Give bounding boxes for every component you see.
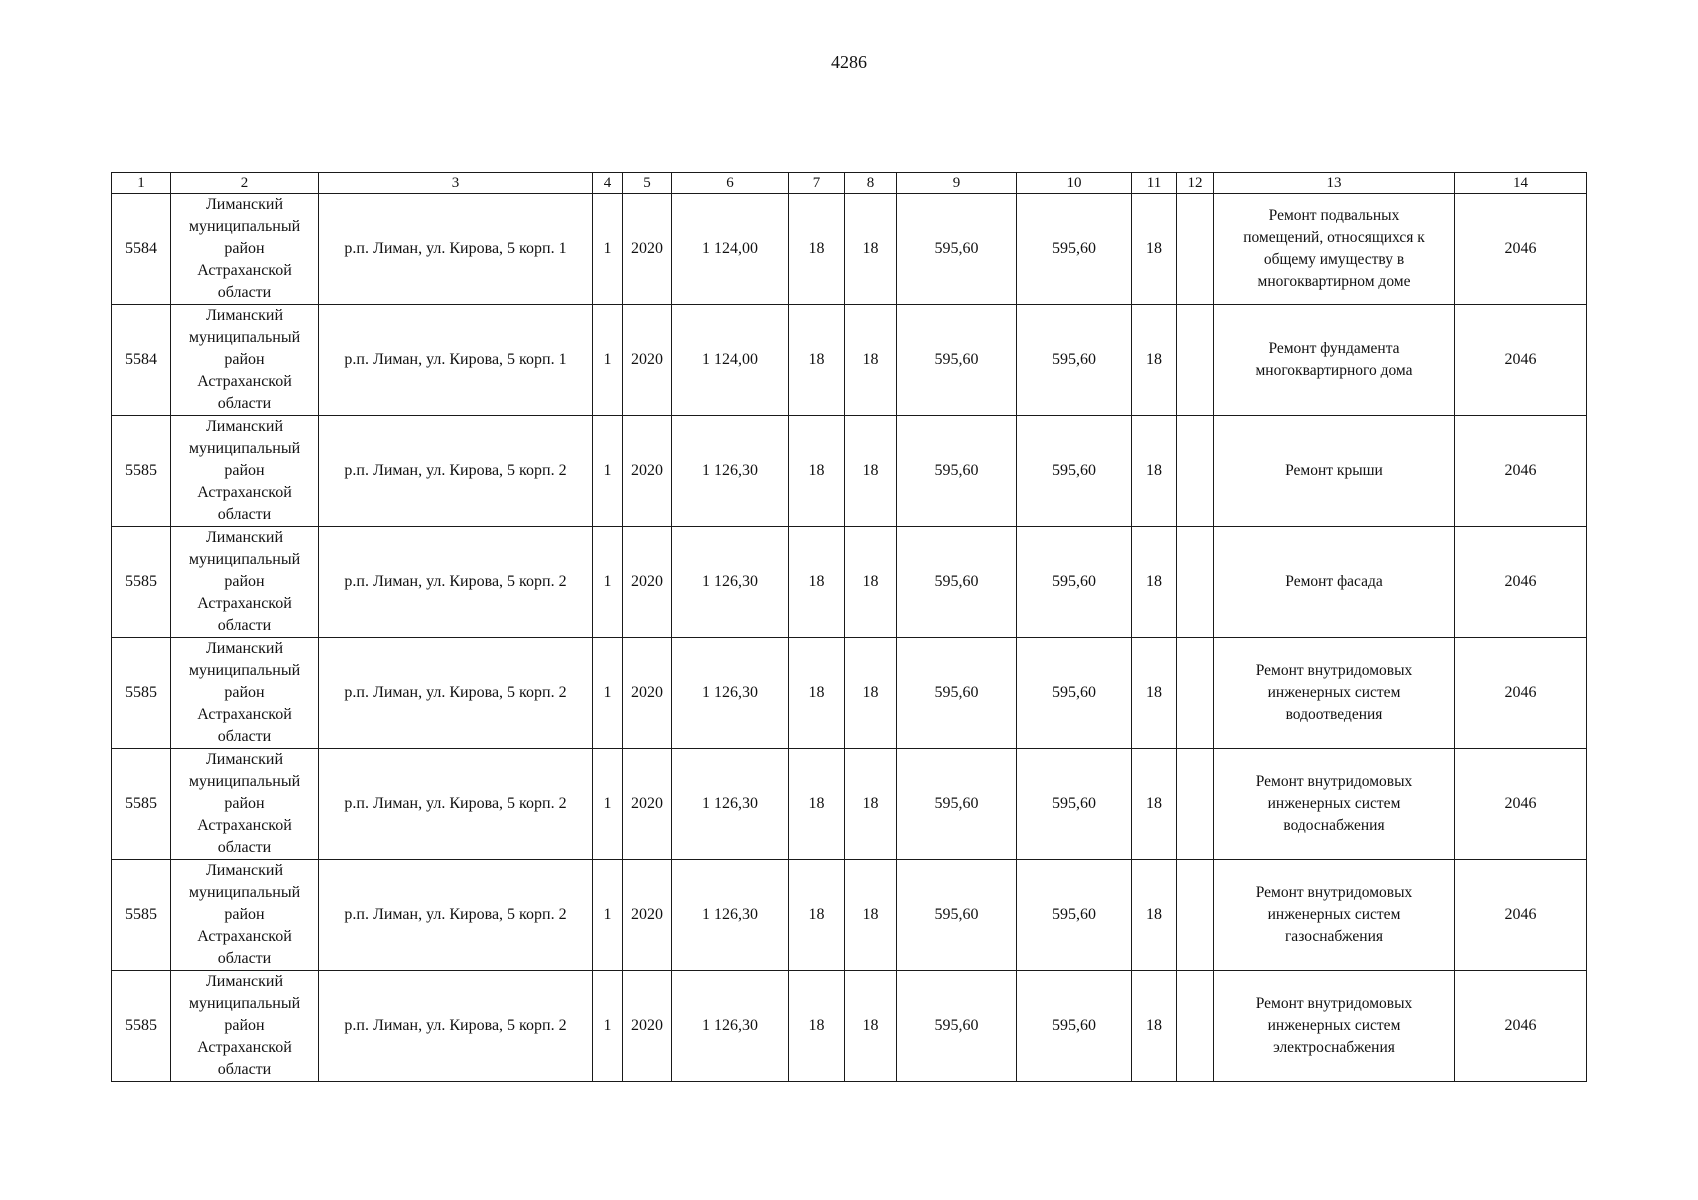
district-line: Лиманский — [205, 307, 284, 324]
district-line: муниципальный — [188, 662, 301, 679]
year-cell: 2020 — [623, 416, 672, 527]
col11-cell: 18 — [1132, 749, 1177, 860]
col9-value-cell: 595,60 — [897, 416, 1017, 527]
column-number-10: 10 — [1017, 173, 1132, 194]
planned-year-cell: 2046 — [1455, 305, 1587, 416]
district-line: Астраханской — [197, 373, 292, 390]
col9-value-cell: 595,60 — [897, 194, 1017, 305]
district-line: Лиманский — [205, 973, 284, 990]
column-number-14: 14 — [1455, 173, 1587, 194]
district-cell — [171, 860, 319, 971]
col7-cell: 18 — [789, 860, 845, 971]
column-number-12: 12 — [1177, 173, 1214, 194]
col11-cell: 18 — [1132, 971, 1177, 1082]
house-id-cell: 5585 — [112, 527, 171, 638]
district-line: район — [224, 795, 265, 812]
house-id-cell: 5585 — [112, 860, 171, 971]
col9-value-cell: 595,60 — [897, 638, 1017, 749]
work-type-cell — [1214, 527, 1455, 638]
house-id-cell: 5585 — [112, 638, 171, 749]
col11-cell: 18 — [1132, 194, 1177, 305]
col10-value-cell: 595,60 — [1017, 860, 1132, 971]
district-line: муниципальный — [188, 884, 301, 901]
table-body — [112, 194, 1587, 1082]
house-id-cell: 5585 — [112, 749, 171, 860]
district-line: район — [224, 240, 265, 257]
district-line: Астраханской — [197, 595, 292, 612]
area-cell: 1 126,30 — [672, 527, 789, 638]
work-type-cell — [1214, 305, 1455, 416]
work-line: электроснабжения — [1273, 1039, 1395, 1056]
col12-cell — [1177, 527, 1214, 638]
address-cell: р.п. Лиман, ул. Кирова, 5 корп. 2 — [319, 638, 593, 749]
col10-value-cell: 595,60 — [1017, 305, 1132, 416]
col9-value-cell: 595,60 — [897, 860, 1017, 971]
address-cell: р.п. Лиман, ул. Кирова, 5 корп. 2 — [319, 527, 593, 638]
area-cell: 1 126,30 — [672, 749, 789, 860]
address-cell: р.п. Лиман, ул. Кирова, 5 корп. 2 — [319, 860, 593, 971]
register-table — [111, 172, 1587, 1082]
col12-cell — [1177, 749, 1214, 860]
table-row — [112, 860, 1587, 971]
col7-cell: 18 — [789, 971, 845, 1082]
planned-year-cell: 2046 — [1455, 527, 1587, 638]
col8-cell: 18 — [845, 527, 897, 638]
district-cell — [171, 194, 319, 305]
district-line: Лиманский — [205, 862, 284, 879]
district-cell — [171, 527, 319, 638]
area-cell: 1 126,30 — [672, 860, 789, 971]
column-number-4: 4 — [593, 173, 623, 194]
work-line: Ремонт внутридомовых — [1255, 773, 1413, 790]
address-cell: р.п. Лиман, ул. Кирова, 5 корп. 1 — [319, 305, 593, 416]
column-number-2: 2 — [171, 173, 319, 194]
col7-cell: 18 — [789, 416, 845, 527]
table-row — [112, 305, 1587, 416]
district-line: области — [217, 395, 272, 412]
column-number-3: 3 — [319, 173, 593, 194]
address-cell: р.п. Лиман, ул. Кирова, 5 корп. 2 — [319, 971, 593, 1082]
work-line: общему имуществу в — [1263, 251, 1405, 268]
address-cell: р.п. Лиман, ул. Кирова, 5 корп. 1 — [319, 194, 593, 305]
district-line: Астраханской — [197, 262, 292, 279]
col11-cell: 18 — [1132, 638, 1177, 749]
planned-year-cell: 2046 — [1455, 749, 1587, 860]
col9-value-cell: 595,60 — [897, 527, 1017, 638]
column-number-header — [112, 173, 1587, 194]
work-type-cell — [1214, 860, 1455, 971]
column-number-11: 11 — [1132, 173, 1177, 194]
year-cell: 2020 — [623, 194, 672, 305]
district-line: Астраханской — [197, 928, 292, 945]
district-line: муниципальный — [188, 995, 301, 1012]
col8-cell: 18 — [845, 638, 897, 749]
column-number-8: 8 — [845, 173, 897, 194]
table-row — [112, 971, 1587, 1082]
column-number-7: 7 — [789, 173, 845, 194]
table-row — [112, 749, 1587, 860]
work-line: газоснабжения — [1284, 928, 1384, 945]
district-line: муниципальный — [188, 329, 301, 346]
col12-cell — [1177, 305, 1214, 416]
col9-value-cell: 595,60 — [897, 305, 1017, 416]
col8-cell: 18 — [845, 194, 897, 305]
col7-cell: 18 — [789, 305, 845, 416]
work-type-cell — [1214, 416, 1455, 527]
col10-value-cell: 595,60 — [1017, 416, 1132, 527]
col7-cell: 18 — [789, 527, 845, 638]
district-line: Лиманский — [205, 640, 284, 657]
house-id-cell: 5585 — [112, 971, 171, 1082]
work-line: водоснабжения — [1283, 817, 1385, 834]
district-line: области — [217, 617, 272, 634]
area-cell: 1 126,30 — [672, 638, 789, 749]
year-cell: 2020 — [623, 749, 672, 860]
column-number-13: 13 — [1214, 173, 1455, 194]
col4-cell: 1 — [593, 416, 623, 527]
table-row — [112, 416, 1587, 527]
column-number-9: 9 — [897, 173, 1017, 194]
col12-cell — [1177, 194, 1214, 305]
work-line: Ремонт фасада — [1285, 573, 1383, 590]
year-cell: 2020 — [623, 638, 672, 749]
col12-cell — [1177, 971, 1214, 1082]
district-cell — [171, 416, 319, 527]
district-line: район — [224, 462, 265, 479]
column-number-6: 6 — [672, 173, 789, 194]
district-line: муниципальный — [188, 440, 301, 457]
col10-value-cell: 595,60 — [1017, 194, 1132, 305]
year-cell: 2020 — [623, 527, 672, 638]
work-line: Ремонт внутридомовых — [1255, 995, 1413, 1012]
planned-year-cell: 2046 — [1455, 971, 1587, 1082]
col9-value-cell: 595,60 — [897, 749, 1017, 860]
work-type-cell — [1214, 971, 1455, 1082]
work-line: инженерных систем — [1267, 906, 1401, 923]
col9-value-cell: 595,60 — [897, 971, 1017, 1082]
work-line: многоквартирном доме — [1257, 273, 1411, 290]
area-cell: 1 124,00 — [672, 305, 789, 416]
house-id-cell: 5585 — [112, 416, 171, 527]
district-line: район — [224, 351, 265, 368]
col4-cell: 1 — [593, 305, 623, 416]
area-cell: 1 126,30 — [672, 416, 789, 527]
district-cell — [171, 638, 319, 749]
col10-value-cell: 595,60 — [1017, 638, 1132, 749]
col7-cell: 18 — [789, 749, 845, 860]
district-line: район — [224, 1017, 265, 1034]
planned-year-cell: 2046 — [1455, 860, 1587, 971]
col11-cell: 18 — [1132, 527, 1177, 638]
column-number-5: 5 — [623, 173, 672, 194]
col12-cell — [1177, 638, 1214, 749]
district-line: области — [217, 950, 272, 967]
col10-value-cell: 595,60 — [1017, 971, 1132, 1082]
district-line: муниципальный — [188, 218, 301, 235]
work-type-cell — [1214, 638, 1455, 749]
work-line: инженерных систем — [1267, 795, 1401, 812]
district-line: Лиманский — [205, 196, 284, 213]
district-line: области — [217, 1061, 272, 1078]
district-line: области — [217, 506, 272, 523]
district-line: район — [224, 684, 265, 701]
district-line: район — [224, 906, 265, 923]
address-cell: р.п. Лиман, ул. Кирова, 5 корп. 2 — [319, 749, 593, 860]
district-cell — [171, 305, 319, 416]
planned-year-cell: 2046 — [1455, 416, 1587, 527]
house-id-cell: 5584 — [112, 194, 171, 305]
year-cell: 2020 — [623, 971, 672, 1082]
district-line: район — [224, 573, 265, 590]
planned-year-cell: 2046 — [1455, 638, 1587, 749]
year-cell: 2020 — [623, 305, 672, 416]
col4-cell: 1 — [593, 971, 623, 1082]
area-cell: 1 124,00 — [672, 194, 789, 305]
district-line: Лиманский — [205, 751, 284, 768]
year-cell: 2020 — [623, 860, 672, 971]
col8-cell: 18 — [845, 860, 897, 971]
planned-year-cell: 2046 — [1455, 194, 1587, 305]
district-line: Лиманский — [205, 529, 284, 546]
work-line: Ремонт крыши — [1285, 462, 1383, 479]
district-line: области — [217, 284, 272, 301]
table-row — [112, 194, 1587, 305]
address-cell: р.п. Лиман, ул. Кирова, 5 корп. 2 — [319, 416, 593, 527]
col8-cell: 18 — [845, 749, 897, 860]
column-number-1: 1 — [112, 173, 171, 194]
col4-cell: 1 — [593, 749, 623, 860]
col4-cell: 1 — [593, 638, 623, 749]
district-cell — [171, 971, 319, 1082]
column-number-row — [112, 173, 1587, 194]
col4-cell: 1 — [593, 860, 623, 971]
work-line: помещений, относящихся к — [1243, 229, 1425, 246]
work-type-cell — [1214, 749, 1455, 860]
work-line: Ремонт внутридомовых — [1255, 662, 1413, 679]
work-line: Ремонт фундамента — [1268, 340, 1400, 357]
district-line: Астраханской — [197, 706, 292, 723]
col10-value-cell: 595,60 — [1017, 527, 1132, 638]
work-type-cell — [1214, 194, 1455, 305]
district-line: Астраханской — [197, 484, 292, 501]
district-cell — [171, 749, 319, 860]
col7-cell: 18 — [789, 194, 845, 305]
col11-cell: 18 — [1132, 305, 1177, 416]
col11-cell: 18 — [1132, 416, 1177, 527]
district-line: Астраханской — [197, 1039, 292, 1056]
col8-cell: 18 — [845, 305, 897, 416]
col12-cell — [1177, 416, 1214, 527]
area-cell: 1 126,30 — [672, 971, 789, 1082]
col7-cell: 18 — [789, 638, 845, 749]
work-line: водоотведения — [1285, 706, 1383, 723]
work-line: инженерных систем — [1267, 1017, 1401, 1034]
district-line: области — [217, 839, 272, 856]
district-line: муниципальный — [188, 551, 301, 568]
col12-cell — [1177, 860, 1214, 971]
col11-cell: 18 — [1132, 860, 1177, 971]
table-row — [112, 638, 1587, 749]
district-line: муниципальный — [188, 773, 301, 790]
district-line: области — [217, 728, 272, 745]
district-line: Астраханской — [197, 817, 292, 834]
col8-cell: 18 — [845, 971, 897, 1082]
col8-cell: 18 — [845, 416, 897, 527]
col10-value-cell: 595,60 — [1017, 749, 1132, 860]
work-line: Ремонт подвальных — [1268, 207, 1400, 224]
table-row — [112, 527, 1587, 638]
work-line: многоквартирного дома — [1255, 362, 1413, 379]
work-line: Ремонт внутридомовых — [1255, 884, 1413, 901]
work-line: инженерных систем — [1267, 684, 1401, 701]
district-line: Лиманский — [205, 418, 284, 435]
page-number: 4286 — [831, 52, 867, 72]
col4-cell: 1 — [593, 194, 623, 305]
col4-cell: 1 — [593, 527, 623, 638]
house-id-cell: 5584 — [112, 305, 171, 416]
